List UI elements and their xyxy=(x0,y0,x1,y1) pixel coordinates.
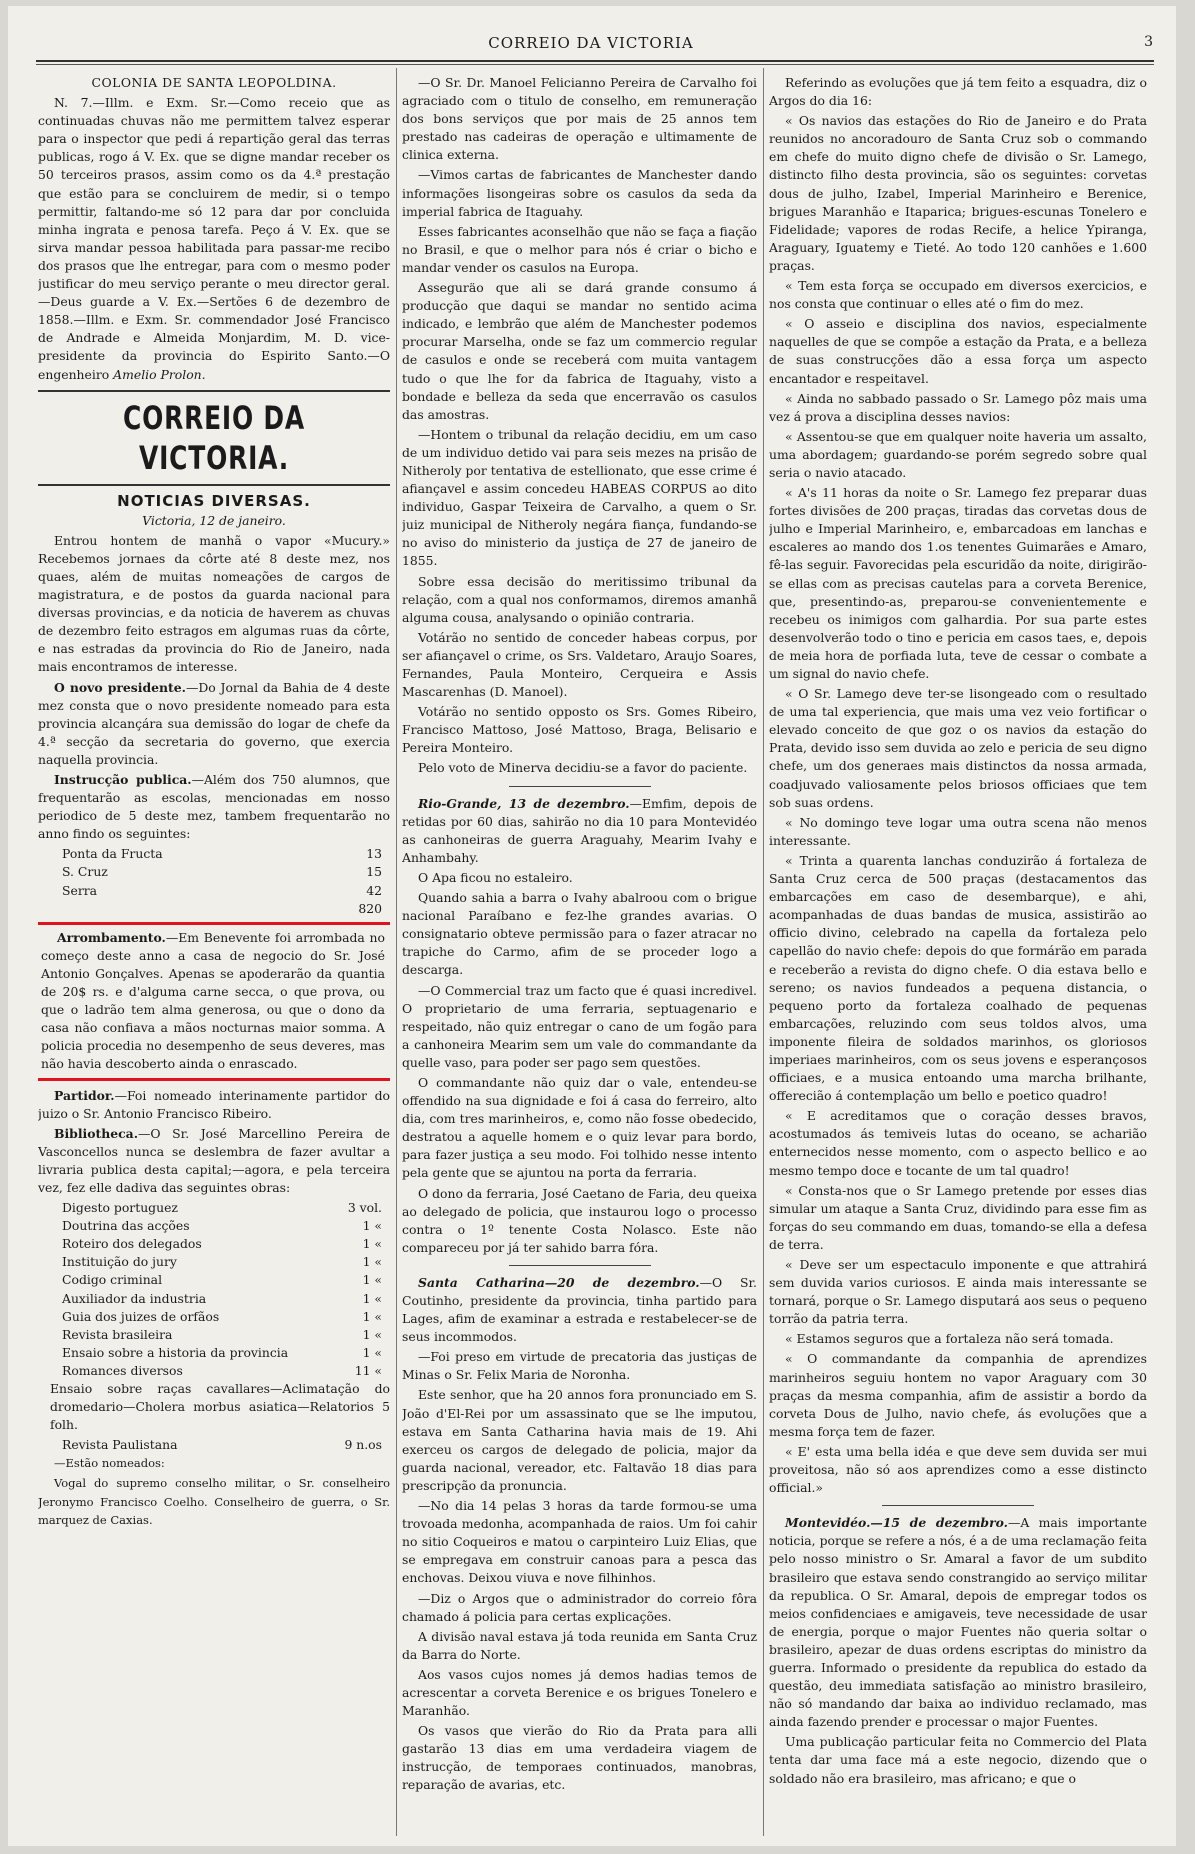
paragraph-arrombamento: Arrombamento.—Em Benevente foi arrombada no começo deste anno a casa de negocio do Sr. José Antonio Gonçalves. Apenas se apoderarão da quantia de 20$ rs. e d'alguma carne secca, o que prova, ou que o ladrão tem alma generosa, ou que o dono da casa não confiava a mãos nocturnas maior somma. A policia procedia no desempenho de seus deveres, mas não havia descoberto ainda o enrascado. xyxy=(41,929,385,1072)
highlighted-article xyxy=(38,922,390,1081)
newspaper-page xyxy=(8,6,1176,1846)
list-item: Revista brasileira 1 « xyxy=(62,1326,382,1342)
paragraph-montevideo: Montevidéo.—15 de dezembro.—A mais importante noticia, porque se refere a nós, é a de uma reclamação feita pelo nosso ministro o Sr. Amaral a favor de um subdito brasileiro que estava sendo constrangido ao serviço militar da republica. O Sr. Amaral, depois de empregar todos os meios confidenciaes e amigaveis, teve necessidade de usar de energia, porque o major Fuentes não queria soltar o brasileiro, apezar de duas ordens escriptas do ministro da guerra. Informado o presidente da republica do estado da questão, deu immediata satisfação ao ministro brasileiro, não só mandando dar baixa ao individuo reclamado, mas ainda fazendo prender e processar o major Fuentes. xyxy=(769,1515,1147,1730)
paragraph: « A's 11 horas da noite o Sr. Lamego fez preparar duas fortes divisões de 200 praças, tiradas das corvetas dous de julho e Imperial Marinheiro, e, embarcadoas em lanchas e escaleres ao mando dos 1.os tenentes Guimarães e Amaro, fê-las seguir. Favorecidas pela escuridão da noite, dirigirão-se ellas com as precisas cautelas para a corveta Berenice, que, presentindo-as, preparou-se convenientemente e recebeu os inimigos com galhardia. Por sua parte estes desenvolverão todo o tino e pericia em casos taes, e, depois de meia hora de porfiada luta, teve de cessar o combate a um signal do navio chefe. xyxy=(769,485,1147,681)
paragraph: —Vimos cartas de fabricantes de Manchester dando informações lisongeiras sobre os casulos da seda da imperial fabrica de Itaguahy. xyxy=(402,167,757,219)
schools-list xyxy=(38,845,390,899)
paragraph-instrucao: Instrucção publica.—Além dos 750 alumnos, que frequentarão as escolas, mencionadas em nosso periodico de 5 deste mez, tambem frequentarão no anno findo os seguintes: xyxy=(38,772,390,842)
list-item: Serra 42 xyxy=(62,882,382,898)
column-1 xyxy=(38,74,390,1836)
list-item: Ensaio sobre a historia da provincia 1 « xyxy=(62,1344,382,1360)
section-rule xyxy=(38,390,390,392)
paragraph-arrival: Entrou hontem de manhã o vapor «Mucury.» Recebemos jornaes da côrte até 8 deste mez, nos quaes, além de muitas nomeações de cargos de magistratura, e de postos da guarda nacional para diversas provincias, e da noticia de haverem as chuvas de dezembro feito estragos em algumas ruas da côrte, e nas estradas da provincia do Rio de Janeiro, nada mais encontramos de interesse. xyxy=(38,532,390,675)
engineer-signature: Amelio Prolon. xyxy=(113,366,206,382)
paragraph: A divisão naval estava já toda reunida em Santa Cruz da Barra do Norte. xyxy=(402,1628,757,1662)
section-rule xyxy=(509,786,651,787)
list-item: Romances diversos 11 « xyxy=(62,1362,382,1378)
list-item: Revista Paulistana 9 n.os xyxy=(62,1437,382,1453)
paragraph: —Foi preso em virtude de precatoria das justiças de Minas o Sr. Felix Maria de Noronha. xyxy=(402,1349,757,1383)
paragraph: « Trinta a quarenta lanchas conduzirão á fortaleza de Santa Cruz cerca de 500 praças (destacamentos das embarcações em caso de desembarque), e ahi, acompanhadas de duas bandas de musica, assistirão ao officio divino, celebrado na capella da fortaleza pelo capellão do navio chefe: depois do que formárão em parada e receberão a revista do digno chefe. O dia estava bello e sereno; os navios fundeados a pequena distancia, o pequeno porto da fortaleza coalhado de pequenas embarcações, reluzindo com seus toldos alvos, uma imponente fileira de soldados marinhos, os gloriosos imperiaes marinheiros, com os seus jovens e esperançosos officiaes, e a musica entoando uma marcha brilhante, offerecião á contemplação um bello e poetico quadro! xyxy=(769,852,1147,1104)
list-item: Guia dos juizes de orfãos 1 « xyxy=(62,1308,382,1324)
paragraph: Este senhor, que ha 20 annos fora pronunciado em S. João d'El-Rei por um assassinato que se lhe imputou, estava em Santa Catharina havia mais de 19. Ahi exerceu os cargos de delegado de policia, major da guarda nacional, vereador, etc. Faltavão 18 dias para prescripção da pronuncia. xyxy=(402,1387,757,1493)
paragraph: Votárão no sentido de conceder habeas corpus, por ser afiançavel o crime, os Srs. Valdetaro, Araujo Soares, Fernandes, Paula Monteiro, Cerqueira e Assis Mascarenhas (D. Manoel). xyxy=(402,629,757,700)
books-list xyxy=(38,1199,390,1380)
list-item: Doutrina das acções 1 « xyxy=(62,1218,382,1234)
paragraph: « O Sr. Lamego deve ter-se lisongeado com o resultado de uma tal experiencia, que mais uma vez veio fortificar o elevado conceito de que goz o os navios da estação do Prata, devido isso sem duvida ao zelo e pericia de seu digno chefe, um dos generaes mais distinctos da nossa armada, coadjuvado valiosamente pelos briosos officiaes que tem sob suas ordens. xyxy=(769,686,1147,810)
paragraph: « O commandante da companhia de aprendizes marinheiros seguiu hontem no vapor Araguary com 30 praças da mesma companhia, afim de assistir a bordo da corveta Dous de Julho, navio chefe, ás evoluções que a mesma força tem de fazer. xyxy=(769,1351,1147,1439)
paragraph: Uma publicação particular feita no Commercio del Plata tenta dar uma face má a este negocio, dizendo que o soldado não era brasileiro, mas africano; e que o xyxy=(769,1734,1147,1786)
paragraph: « Os navios das estações do Rio de Janeiro e do Prata reunidos no ancoradouro de Santa Cruz sob o commando em chefe do muito digno chefe de divisão o Sr. Lamego, distincto filho desta provincia, são os seguintes: corvetas dous de julho, Izabel, Imperial Marinheiro e Berenice, brigues Maranhão e Itaparica; brigues-escunas Tonelero e Fidelidade; vapores de rodas Recife, a helice Ypiranga, Araguary, Iguatemy e Tieté. Ao todo 120 canhões e 1.600 praças. xyxy=(769,113,1147,273)
nomeados-text: Vogal do supremo conselho militar, o Sr. conselheiro Jeronymo Francisco Coelho. Conselheiro de guerra, o Sr. marquez de Caxias. xyxy=(38,1476,390,1527)
books-extra: Ensaio sobre raças cavallares—Aclimatação do dromedario—Cholera morbus asiatica—Relatorios 5 folh. xyxy=(50,1381,390,1433)
masthead-rule xyxy=(36,60,1154,62)
paragraph-partidor: Partidor.—Foi nomeado interinamente partidor do juizo o Sr. Antonio Francisco Ribeiro. xyxy=(38,1087,390,1121)
column-divider xyxy=(763,68,764,1836)
paragraph: « E' esta uma bella idéa e que deve sem duvida ser mui proveitosa, não só aos aprendizes como a esse distincto official.» xyxy=(769,1443,1147,1496)
paragraph: Quando sahia a barra o Ivahy abalroou com o brigue nacional Paraíbano e fez-lhe grandes avarias. O consignatario obteve permissão para o fazer atracar no trapiche do Carmo, afim de se proceder logo a descarga. xyxy=(402,890,757,978)
column-3 xyxy=(769,74,1147,1836)
list-item: Codigo criminal 1 « xyxy=(62,1272,382,1288)
list-item: Roteiro dos delegados 1 « xyxy=(62,1236,382,1252)
paragraph: —O Sr. Dr. Manoel Felicianno Pereira de Carvalho foi agraciado com o titulo de conselho, em remuneração dos bons serviços que por mais de 25 annos tem prestado nas cadeiras de operação e ultimamente de clinica externa. xyxy=(402,75,757,163)
schools-total: 820 xyxy=(358,900,382,916)
paragraph-santa-catharina: Santa Catharina—20 de dezembro.—O Sr. Coutinho, presidente da provincia, tinha partido para Lages, afim de examinar a estrada e restabelecer-se de seus incommodos. xyxy=(402,1274,757,1345)
paragraph: « Assentou-se que em qualquer noite haveria um assalto, uma abordagem; guardando-se porém segredo sobre qual seria o navio atacado. xyxy=(769,428,1147,480)
paragraph: O Apa ficou no estaleiro. xyxy=(418,869,573,885)
paragraph: « Estamos seguros que a fortaleza não será tomada. xyxy=(785,1331,1114,1347)
paragraph-rio-grande: Rio-Grande, 13 de dezembro.—Emfim, depois de retidas por 60 dias, sahirão no dia 10 para Montevidéo as canhoneiras de guerra Araguahy, Mearim Ivahy e Anhambahy. xyxy=(402,795,757,865)
paragraph: Os vasos que vierão do Rio da Prata para alli gastarão 13 dias em uma verdadeira viagem de instrucção, de temporaes continuados, manobras, reparação de avarias, etc. xyxy=(402,1723,757,1793)
list-item: Auxiliador da industria 1 « xyxy=(62,1290,382,1306)
list-item: S. Cruz 15 xyxy=(62,864,382,880)
paragraph: —Hontem o tribunal da relação decidiu, em um caso de um individuo detido vai para seis mezes na prisão de Nitheroly por tentativa de estellionato, que esse crime é afiançavel e assim concedeu HABEAS CORPUS ao dito individuo, Gaspar Teixeira de Carvalho, a quem o Sr. juiz municipal de Nitheroly negára fiança, fundando-se no aviso do ministerio da justiça de 27 de janeiro de 1855. xyxy=(402,426,757,569)
paragraph: —No dia 14 pelas 3 horas da tarde formou-se uma trovoada medonha, acompanhada de raios. Um foi cahir no sitio Coqueiros e matou o carpinteiro Luiz Elias, que se empregava em construir canoas para a pesca das enchovas. Deixou viuva e nove filhinhos. xyxy=(402,1498,757,1586)
paragraph: « Deve ser um espectaculo imponente e que attrahirá sem duvida varios curiosos. E ainda mais interessante se tornará, porque o Sr. Lamego disputará aos seus o pequeno torrão da patria terra. xyxy=(769,1257,1147,1327)
column-divider xyxy=(396,68,397,1836)
list-item: Instituição do jury 1 « xyxy=(62,1254,382,1270)
paragraph-bibliotheca: Bibliotheca.—O Sr. José Marcellino Pereira de Vasconcellos nunca se deslembra de fazer avultar a livraria publica desta capital;—agora, e pela terceira vez, fez elle dadiva das seguintes obras: xyxy=(38,1125,390,1195)
paragraph: Asseguräo que ali se dará grande consumo á producção que daqui se mandar no sentido acima indicado, e lembrão que além de Manchester podemos procurar Marselha, onde se faz um commercio regular de casulos e onde se receberá com muita vantagem tudo o que lhe for da fabrica de Itaguahy, visto a bondade e belleza da seda que encerravão os casulos das amostras. xyxy=(402,280,757,422)
nomeados-heading: —Estão nomeados: xyxy=(54,1456,165,1471)
paragraph: « Consta-nos que o Sr Lamego pretende por esses dias simular um ataque a Santa Cruz, dividindo para esse fim as forças do seu commando em duas, tomando-se ella a defesa de terra. xyxy=(769,1182,1147,1252)
paragraph: O commandante não quiz dar o vale, entendeu-se offendido na sua dignidade e foi á casa do ferreiro, alto dia, com tres marinheiros, e, como não fosse obedecido, destratou a aquelle homem e o quiz levar para bordo, para fazer justiça a seu modo. Foi tolhido nesse intento pela gente que se ajuntou na porta da ferraria. xyxy=(402,1074,757,1181)
paragraph: « Tem esta força se occupado em diversos exercicios, e nos consta que continuar o elles até o fim do mez. xyxy=(769,278,1147,312)
list-item: Digesto portuguez 3 vol. xyxy=(62,1200,382,1216)
section-rule xyxy=(882,1505,1033,1506)
page-number: 3 xyxy=(1144,34,1154,50)
newspaper-title: CORREIO DA VICTORIA. xyxy=(122,398,306,477)
paragraph: O dono da ferraria, José Caetano de Faria, deu queixa ao delegado de policia, que instaurou logo o processo contra o 1º tenente Costa Nolasco. Este não compareceu por já ter sahido barra fóra. xyxy=(402,1185,757,1255)
books-list-last xyxy=(38,1436,390,1454)
colonia-heading: COLONIA DE SANTA LEOPOLDINA. xyxy=(91,75,337,90)
paragraph: Pelo voto de Minerva decidiu-se a favor do paciente. xyxy=(418,760,748,776)
paragraph-presidente: O novo presidente.—Do Jornal da Bahia de 4 deste mez consta que o novo presidente nomeado para esta provincia alcançára sua demissão do logar de chefe da 4.ª secção da secretaria do governo, que exercia naquella provincia. xyxy=(38,679,390,767)
paragraph: « No domingo teve logar uma outra scena não menos interessante. xyxy=(769,814,1147,848)
paragraph: —Diz o Argos que o administrador do correio fôra chamado á policia para certas explicações. xyxy=(402,1590,757,1624)
paragraph: Referindo as evoluções que já tem feito a esquadra, diz o Argos do dia 16: xyxy=(769,75,1147,109)
section-rule xyxy=(509,1265,651,1266)
paragraph: Aos vasos cujos nomes já demos hadias temos de acrescentar a corveta Berenice e os brigues Tonelero e Maranhão. xyxy=(402,1666,757,1719)
paragraph: « O asseio e disciplina dos navios, especialmente naquelles de que se compõe a estação da Prata, e a belleza de suas construcções dão a essa força um aspecto encantador e respeitavel. xyxy=(769,316,1147,386)
section-rule xyxy=(38,484,390,486)
paragraph: Votárão no sentido opposto os Srs. Gomes Ribeiro, Francisco Mattoso, José Mattoso, Braga, Belisario e Pereira Monteiro. xyxy=(402,704,757,756)
column-2 xyxy=(402,74,757,1836)
masthead-rule-thin xyxy=(36,64,1154,65)
paragraph: —O Commercial traz um facto que é quasi incredivel. O proprietario de uma ferraria, septuagenario e respeitado, não quiz entregar o cano de um fogão para a canhoneira Mearim sem um vale do commandante da quelle vaso, para poder ser pago sem questões. xyxy=(402,982,757,1070)
list-item: Ponta da Fructa 13 xyxy=(62,846,382,862)
paragraph: « E acreditamos que o coração desses bravos, acostumados ás temiveis lutas do oceano, se acharião enternecidos nesse momento, com o aspecto bellico e ao mesmo tempo doce e tocante de um tal quadro! xyxy=(769,1108,1147,1178)
dateline: Victoria, 12 de janeiro. xyxy=(142,512,286,528)
colonia-letter: N. 7.—Illm. e Exm. Sr.—Como receio que as continuadas chuvas não me permittem talvez esperar para o inspector que pedi á repartição geral das terras publicas, rogo á V. Ex. que se digne mandar receber os 50 terceiros prasos, assim como os da 4.ª prestação que estão para se concluirem de medir, si o tempo permittir, faltando-me só 12 para dar por concluida minha ingrata e penosa tarefa. Peço á V. Ex. que se sirva mandar pessoa habilitada para passar-me recibo dos prasos que lhe entregar, para com o mesmo poder justificar do meu serviço perante o meu director geral.—Deus guarde a V. Ex.—Sertões 6 de dezembro de 1858.—Illm. e Exm. Sr. commendador José Francisco de Andrade e Almeida Monjardim, M. D. vice-presidente da provincia do Espirito Santo.—O engenheiro Amelio Prolon. xyxy=(38,95,390,382)
paragraph: « Ainda no sabbado passado o Sr. Lamego pôz mais uma vez á prova a disciplina desses navios: xyxy=(769,390,1147,424)
paragraph: Sobre essa decisão do meritissimo tribunal da relação, com a qual nos conformamos, diremos amanhã alguma cousa, analysando o opinião contraria. xyxy=(402,573,757,625)
masthead-title: CORREIO DA VICTORIA xyxy=(488,34,694,52)
section-title: NOTICIAS DIVERSAS. xyxy=(117,491,311,510)
masthead xyxy=(28,34,1154,58)
paragraph: Esses fabricantes aconselhão que não se faça a fiação no Brasil, e que o melhor para nós é criar o bicho e mandar vender os casulos na Europa. xyxy=(402,223,757,275)
